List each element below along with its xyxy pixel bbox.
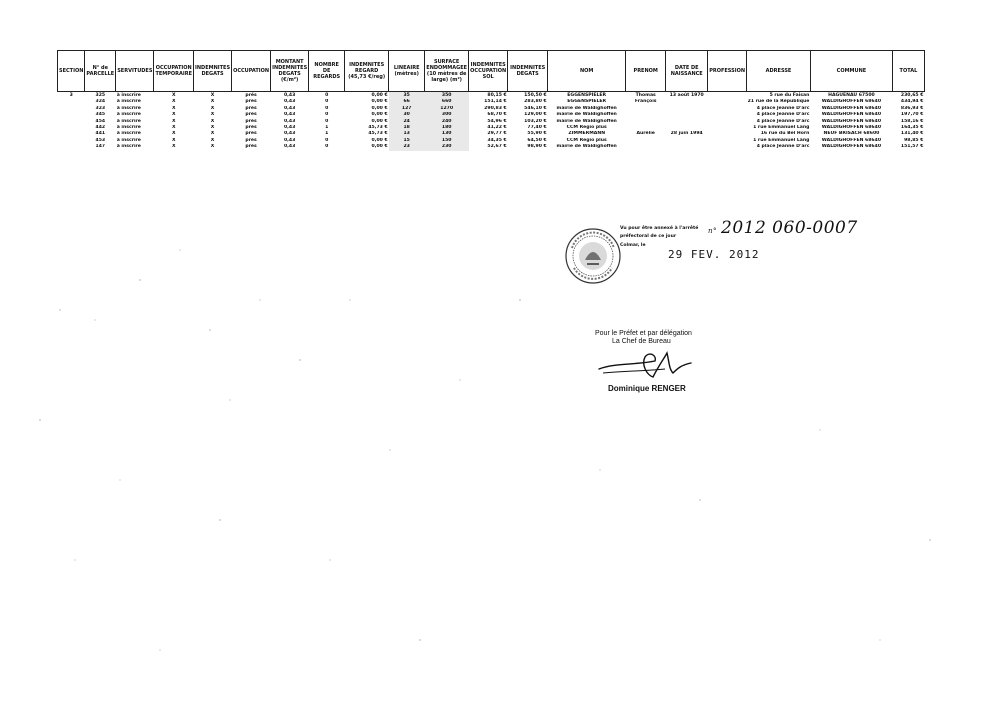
- table-cell: à inscrire: [116, 144, 141, 150]
- table-cell: X: [171, 105, 176, 111]
- table-cell: 21 rue de la République: [747, 99, 810, 105]
- table-cell: 98,90 €: [527, 144, 547, 150]
- table-cell: 324: [95, 99, 106, 105]
- table-cell: 68,70 €: [487, 112, 507, 118]
- table-cell: 197,70 €: [900, 112, 924, 118]
- table-cell: 41,22 €: [487, 125, 507, 131]
- stamp-date: 29 FEV. 2012: [668, 248, 760, 261]
- table-cell: X: [210, 112, 215, 118]
- table-cell: WALDIGHOFFEN 68640: [821, 137, 882, 143]
- table-cell: à inscrire: [116, 125, 141, 131]
- column-header: INDEMNITES DEGATS: [508, 51, 548, 92]
- table-cell: 5 rue du Faisan: [769, 93, 810, 98]
- table-cell: EGGENSPIELER: [567, 99, 607, 105]
- decree-reference-prefix: n°: [708, 227, 718, 235]
- table-cell: [666, 144, 708, 150]
- table-cell: 0,43: [283, 125, 296, 131]
- table-cell: 0,00 €: [371, 93, 388, 98]
- table-cell: prés: [245, 118, 257, 124]
- table-cell: 52,67 €: [487, 144, 507, 150]
- table-cell: WALDIGHOFFEN 68640: [821, 99, 882, 105]
- table-cell: X: [210, 118, 215, 124]
- table-cell: 290,83 €: [484, 105, 507, 111]
- column-header: INDEMNITES DEGATS: [194, 51, 232, 92]
- signature-line-1: Pour le Préfet et par délégation: [595, 330, 692, 337]
- table-cell: 45,73 €: [368, 131, 388, 137]
- column-header: PRENOM: [626, 51, 666, 92]
- column-header: SURFACE ENDOMMAGEE (10 mètres de large) (m²): [425, 51, 469, 92]
- table-cell: 453: [95, 137, 106, 143]
- table-cell: prés: [245, 93, 257, 98]
- table-cell: X: [171, 131, 176, 137]
- table-cell: 150: [425, 138, 469, 144]
- table-cell: 1: [325, 125, 329, 131]
- table-cell: 164,35 €: [900, 125, 924, 131]
- table-cell: 127: [389, 106, 425, 112]
- table-cell: 4 place Jeanne D'arc: [756, 112, 810, 118]
- table-cell: 29,77 €: [487, 131, 507, 137]
- table-cell: 1 rue Emmanuel Lang: [753, 137, 810, 143]
- table-cell: 98,85 €: [904, 137, 924, 143]
- table-cell: 158,16 €: [900, 118, 924, 124]
- table-cell: 0,43: [283, 118, 296, 124]
- table-cell: 434,94 €: [900, 99, 924, 105]
- table-cell: X: [171, 118, 176, 124]
- table-cell: 0: [325, 144, 329, 150]
- table-cell: mairie de Waldighoffen: [556, 112, 617, 118]
- table-cell: 130: [425, 131, 469, 137]
- table-cell: 151,14 €: [484, 99, 507, 105]
- table-cell: 300: [425, 112, 469, 118]
- column-header: N° de PARCELLE: [85, 51, 116, 92]
- table-cell: 0: [325, 118, 329, 124]
- table-cell: [708, 92, 747, 100]
- decree-reference-number: 2012 060-0007: [721, 218, 858, 238]
- table-cell: à inscrire: [116, 118, 141, 124]
- table-cell: 55,90 €: [527, 131, 547, 137]
- table-cell: 64,50 €: [527, 137, 547, 143]
- column-header: NOM: [548, 51, 626, 92]
- table-cell: mairie de Waldighoffen: [556, 105, 617, 111]
- table-cell: 0: [325, 99, 329, 105]
- table-cell: prés: [245, 137, 257, 143]
- table-cell: X: [171, 93, 176, 98]
- table-cell: à inscrire: [116, 105, 141, 111]
- table-cell: 23: [389, 144, 425, 150]
- column-header: ADRESSE: [747, 51, 811, 92]
- table-cell: 240: [425, 119, 469, 125]
- column-header: MONTANT INDEMNITES DEGATS (€/m²): [271, 51, 309, 92]
- table-cell: WALDIGHOFFEN 68640: [821, 105, 882, 111]
- table-cell: 0,43: [283, 99, 296, 105]
- table-cell: Aurélie: [636, 131, 655, 137]
- parcel-table: [57, 50, 925, 151]
- table-cell: 35: [389, 92, 425, 100]
- table-cell: François: [634, 99, 657, 105]
- table-cell: 180: [425, 125, 469, 131]
- table-cell: prés: [245, 112, 257, 118]
- table-cell: 0,43: [283, 131, 296, 137]
- table-cell: à inscrire: [116, 112, 141, 118]
- table-cell: ZIMMERMANN: [568, 131, 606, 137]
- table-cell: 13 août 1970: [669, 93, 704, 98]
- table-cell: 325: [95, 93, 106, 98]
- table-cell: 0,43: [283, 137, 296, 143]
- table-cell: X: [210, 93, 215, 98]
- table-cell: 0,00 €: [371, 144, 388, 150]
- table-cell: 4 place Jeanne D'arc: [756, 118, 810, 124]
- table-cell: 0,00 €: [371, 105, 388, 111]
- column-header: NOMBRE DE REGARDS: [309, 51, 345, 92]
- table-cell: CCM Regio plus: [566, 125, 607, 131]
- table-cell: 0: [325, 93, 329, 98]
- table-cell: 0: [325, 112, 329, 118]
- table-cell: 350: [425, 92, 469, 100]
- table-cell: 15: [389, 138, 425, 144]
- table-cell: 18: [389, 125, 425, 131]
- table-cell: Thomas: [635, 93, 656, 98]
- table-cell: à inscrire: [116, 137, 141, 143]
- table-cell: prés: [245, 105, 257, 111]
- table-cell: 147: [95, 144, 106, 150]
- table-cell: 836,93 €: [900, 105, 924, 111]
- table-cell: X: [171, 99, 176, 105]
- table-cell: 1 rue Emmanuel Lang: [753, 125, 810, 131]
- signature-line-2: La Chef de Bureau: [612, 338, 671, 345]
- table-cell: 0,00 €: [371, 118, 388, 124]
- column-header: INDEMNITES REGARD (45,73 €/reg): [345, 51, 389, 92]
- table-cell: 34,35 €: [487, 137, 507, 143]
- table-cell: prés: [245, 131, 257, 137]
- table-cell: X: [210, 144, 215, 150]
- table-cell: [626, 144, 666, 150]
- table-cell: 3: [69, 93, 73, 98]
- table-cell: 230: [425, 144, 469, 150]
- table-cell: 1: [325, 131, 329, 137]
- table-cell: EGGENSPIELER: [567, 93, 607, 98]
- table-cell: 30: [389, 112, 425, 118]
- table-cell: WALDIGHOFFEN 68640: [821, 125, 882, 131]
- table-cell: [708, 144, 747, 150]
- table-cell: X: [210, 125, 215, 131]
- table-cell: 24: [389, 119, 425, 125]
- table-cell: CCM Regio plus: [566, 137, 607, 143]
- table-cell: 441: [95, 131, 106, 137]
- table-cell: 323: [95, 105, 106, 111]
- column-header: SECTION: [58, 51, 85, 92]
- table-cell: mairie de Waldighoffen: [556, 118, 617, 124]
- column-header: OCCUPATION TEMPORAIRE: [154, 51, 194, 92]
- table-cell: X: [171, 112, 176, 118]
- table-cell: 13: [389, 131, 425, 137]
- table-body: [58, 92, 925, 151]
- visa-line-3: Colmar, le: [620, 243, 646, 248]
- table-cell: prés: [245, 144, 257, 150]
- table-cell: mairie de Waldighoffen: [556, 144, 617, 150]
- table-cell: 16 rue du Bel Horn: [760, 131, 810, 137]
- table-cell: WALDIGHOFFEN 68640: [821, 144, 882, 150]
- table-cell: X: [171, 125, 176, 131]
- table-cell: WALDIGHOFFEN 68640: [821, 118, 882, 124]
- column-header: PROFESSION: [708, 51, 747, 92]
- table-cell: 546,10 €: [524, 105, 547, 111]
- table-cell: prés: [245, 125, 257, 131]
- table-cell: 0: [325, 105, 329, 111]
- table-cell: 230,65 €: [900, 93, 924, 98]
- table-cell: 454: [95, 118, 106, 124]
- table-cell: 80,15 €: [487, 93, 507, 98]
- table-cell: 151,57 €: [900, 144, 924, 150]
- table-cell: 0,00 €: [371, 112, 388, 118]
- table-cell: 442: [95, 125, 106, 131]
- column-header: DATE DE NAISSANCE: [666, 51, 708, 92]
- column-header: OCCUPATION: [232, 51, 271, 92]
- table-header-row: [58, 51, 925, 92]
- table-cell: 28 juin 1994: [670, 131, 703, 137]
- prefecture-stamp: [563, 226, 623, 286]
- table-cell: 283,80 €: [524, 99, 547, 105]
- table-cell: X: [210, 137, 215, 143]
- column-header: TOTAL: [892, 51, 924, 92]
- table-cell: à inscrire: [116, 131, 141, 137]
- decree-reference: [708, 218, 858, 238]
- table-cell: X: [171, 144, 176, 150]
- column-header: LINEAIRE (mètres): [389, 51, 425, 92]
- table-cell: 4 place Jeanne D'arc: [756, 144, 810, 150]
- table-cell: 0: [325, 137, 329, 143]
- table-cell: 1270: [425, 106, 469, 112]
- table-cell: à inscrire: [116, 93, 141, 98]
- table-cell: 103,20 €: [524, 118, 547, 124]
- column-header: INDEMNITES OCCUPATION SOL: [469, 51, 508, 92]
- table-cell: 131,40 €: [900, 131, 924, 137]
- column-header: COMMUNE: [810, 51, 892, 92]
- table-cell: 345: [95, 112, 106, 118]
- column-header: SERVITUDES: [116, 51, 154, 92]
- table-cell: 77,40 €: [527, 125, 547, 131]
- table-cell: X: [210, 131, 215, 137]
- table-cell: 0,00 €: [371, 137, 388, 143]
- table-cell: 0,43: [283, 105, 296, 111]
- table-row: [58, 144, 925, 150]
- table-cell: à inscrire: [116, 99, 141, 105]
- table-cell: X: [171, 137, 176, 143]
- table-cell: [58, 144, 85, 150]
- table-cell: X: [210, 105, 215, 111]
- table-cell: 0,43: [283, 93, 296, 98]
- table-cell: NEUF BRISACH 68600: [823, 131, 880, 137]
- table-row: [58, 92, 925, 100]
- table-cell: prés: [245, 99, 257, 105]
- table-cell: 4 place Jeanne D'arc: [756, 105, 810, 111]
- table-cell: 660: [425, 99, 469, 105]
- signatory-name: Dominique RENGER: [608, 384, 686, 393]
- table-cell: 150,50 €: [524, 93, 547, 98]
- table-cell: 66: [389, 99, 425, 105]
- table-cell: X: [210, 99, 215, 105]
- table-cell: 54,96 €: [487, 118, 507, 124]
- handwritten-signature: [595, 347, 695, 381]
- table-cell: 129,00 €: [524, 112, 547, 118]
- visa-line-2: préfectoral de ce jour: [620, 234, 677, 239]
- table-cell: 45,73 €: [368, 125, 388, 131]
- table-cell: HAGUENAU 67500: [828, 93, 875, 98]
- table-cell: 0,00 €: [371, 99, 388, 105]
- table-cell: WALDIGHOFFEN 68640: [821, 112, 882, 118]
- table-cell: 0,43: [283, 144, 296, 150]
- visa-line-1: Vu pour être annexé à l'arrêté: [620, 226, 699, 231]
- table-cell: 0,43: [283, 112, 296, 118]
